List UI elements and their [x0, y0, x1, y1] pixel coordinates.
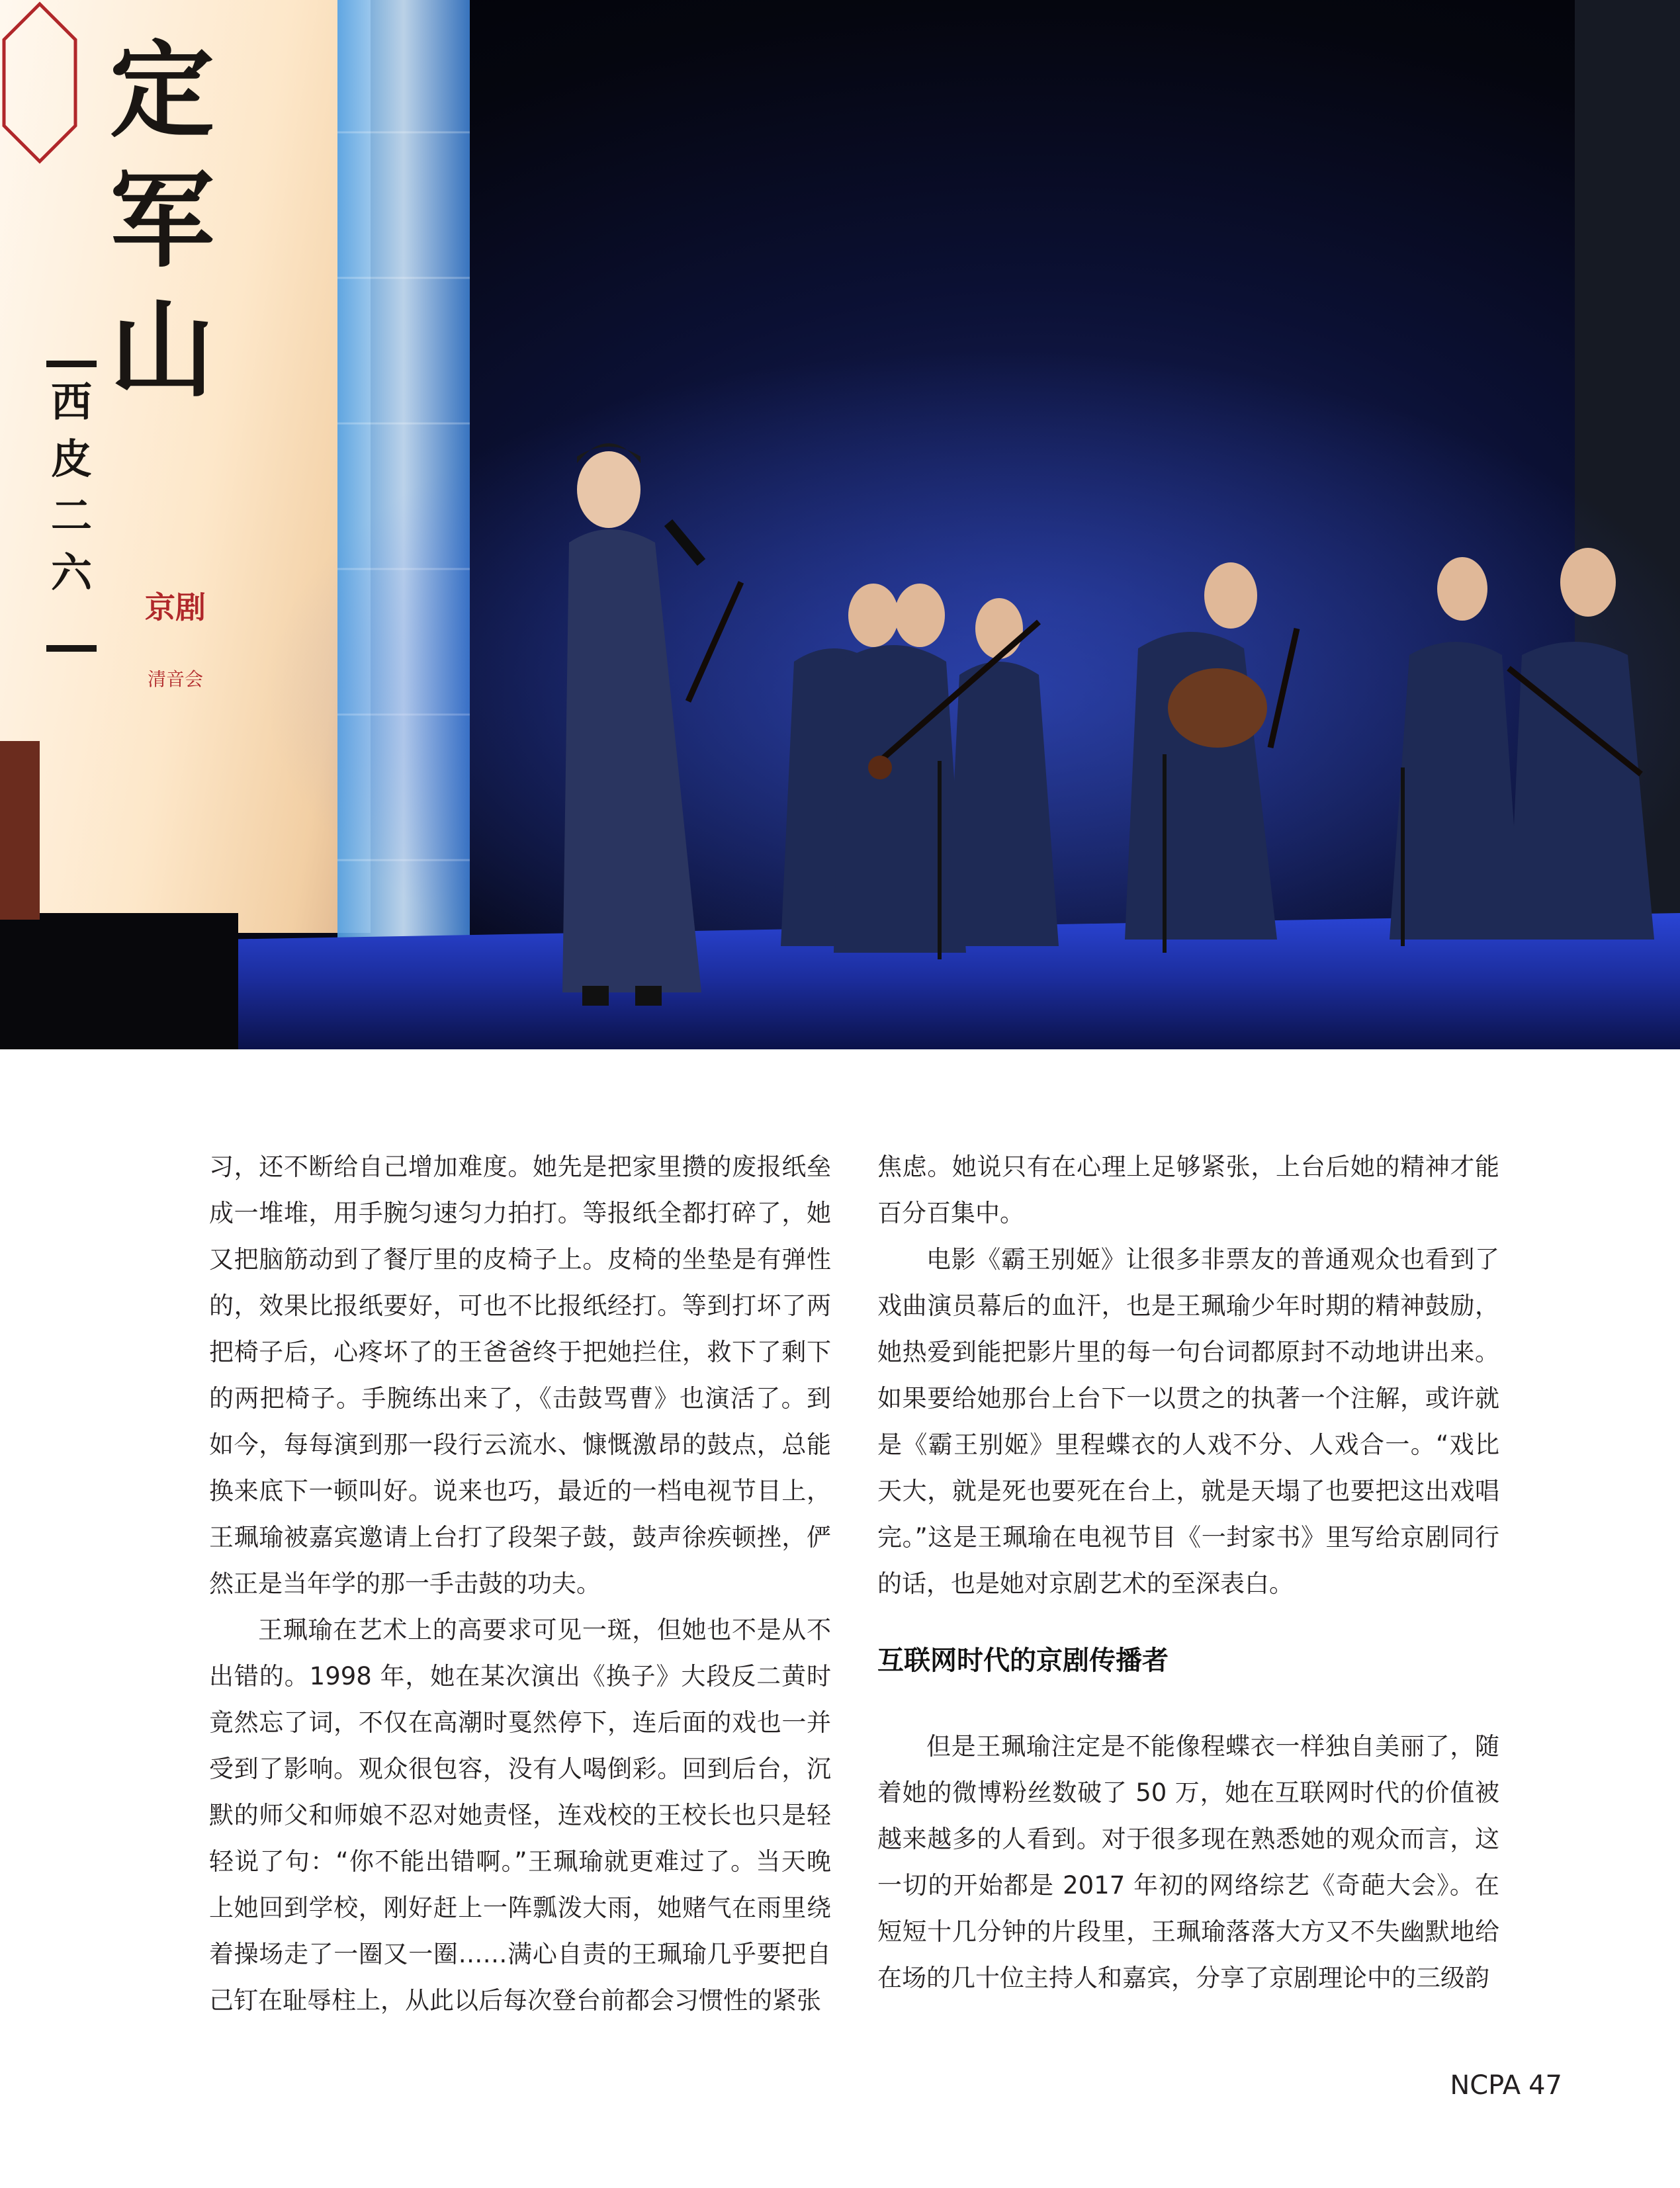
magazine-name: NCPA	[1450, 2070, 1521, 2101]
stage-scene	[0, 0, 1680, 1049]
screen-subtitle: 西皮二六	[46, 361, 97, 652]
paragraph: 王珮瑜在艺术上的高要求可见一斑，但她也不是从不出错的。1998 年，她在某次演出《换子》大段反二黄时竟然忘了词，不仅在高潮时戛然停下，连后面的戏也一并受到了影响。观众很包容，没有人喝倒彩。回到后台，沉默的师父和师娘不忍对她责怪，连戏校的王校长也只是轻轻说了句：“你不能出错啊。”王珮瑜就更难过了。当天晚上她回到学校，刚好赶上一阵瓢泼大雨，她赌气在雨里绕着操场走了一圈又一圈……满心自责的王珮瑜几乎要把自己钉在耻辱柱上，从此以后每次登台前都会习惯性的紧张	[209, 1616, 831, 2015]
stage-photo	[0, 0, 1680, 1049]
screen-title: 定军山	[110, 30, 214, 412]
section-heading: 互联网时代的京剧传播者	[877, 1645, 1169, 1676]
wooden-chair	[0, 741, 40, 920]
seal-subtext: 清音会	[147, 668, 203, 690]
paragraph: 但是王珮瑜注定是不能像程蝶衣一样独自美丽了，随着她的微博粉丝数破了 50 万，她在互联网时代的价值被越来越多的人看到。对于很多现在熟悉她的观众而言，这一切的开始都是 2017 年初的网络综艺《奇葩大会》。在短短十几分钟的片段里，王珮瑜落落大方又不失幽默地给在场的几十位主持人和嘉宾，分享了京剧理论中的三级韵	[877, 1732, 1499, 1992]
paragraph: 焦虑。她说只有在心理上足够紧张，上台后她的精神才能百分百集中。	[877, 1153, 1499, 1227]
seal-logo	[0, 0, 79, 165]
paragraph: 习，还不断给自己增加难度。她先是把家里攒的废报纸垒成一堆堆，用手腕匀速匀力拍打。等报纸全都打碎了，她又把脑筋动到了餐厅里的皮椅子上。皮椅的坐垫是有弹性的，效果比报纸要好，可也不比报纸经打。等到打坏了两把椅子后，心疼坏了的王爸爸终于把她拦住，救下了剩下的两把椅子。手腕练出来了，《击鼓骂曹》也演活了。到如今，每每演到那一段行云流水、慷慨激昂的鼓点，总能换来底下一顿叫好。说来也巧，最近的一档电视节目上，王珮瑜被嘉宾邀请上台打了段架子鼓，鼓声徐疾顿挫，俨然正是当年学的那一手击鼓的功夫。	[209, 1153, 831, 1598]
paragraph: 电影《霸王别姬》让很多非票友的普通观众也看到了戏曲演员幕后的血汗，也是王珮瑜少年时期的精神鼓励，她热爱到能把影片里的每一句台词都原封不动地讲出来。如果要给她那台上台下一以贯之的执著一个注解，或许就是《霸王别姬》里程蝶衣的人戏不分、人戏合一。“戏比天大，就是死也要死在台上，就是天塌了也要把这出戏唱完。”这是王珮瑜在电视节目《一封家书》里写给京剧同行的话，也是她对京剧艺术的至深表白。	[877, 1245, 1499, 1598]
stage-speaker	[0, 913, 238, 1049]
article-column-right	[877, 1144, 1499, 2001]
page-footer	[1442, 2067, 1562, 2104]
seal-text: 京剧	[145, 590, 206, 625]
page-number: 47	[1528, 2070, 1562, 2101]
article-column-left	[209, 1144, 831, 2024]
